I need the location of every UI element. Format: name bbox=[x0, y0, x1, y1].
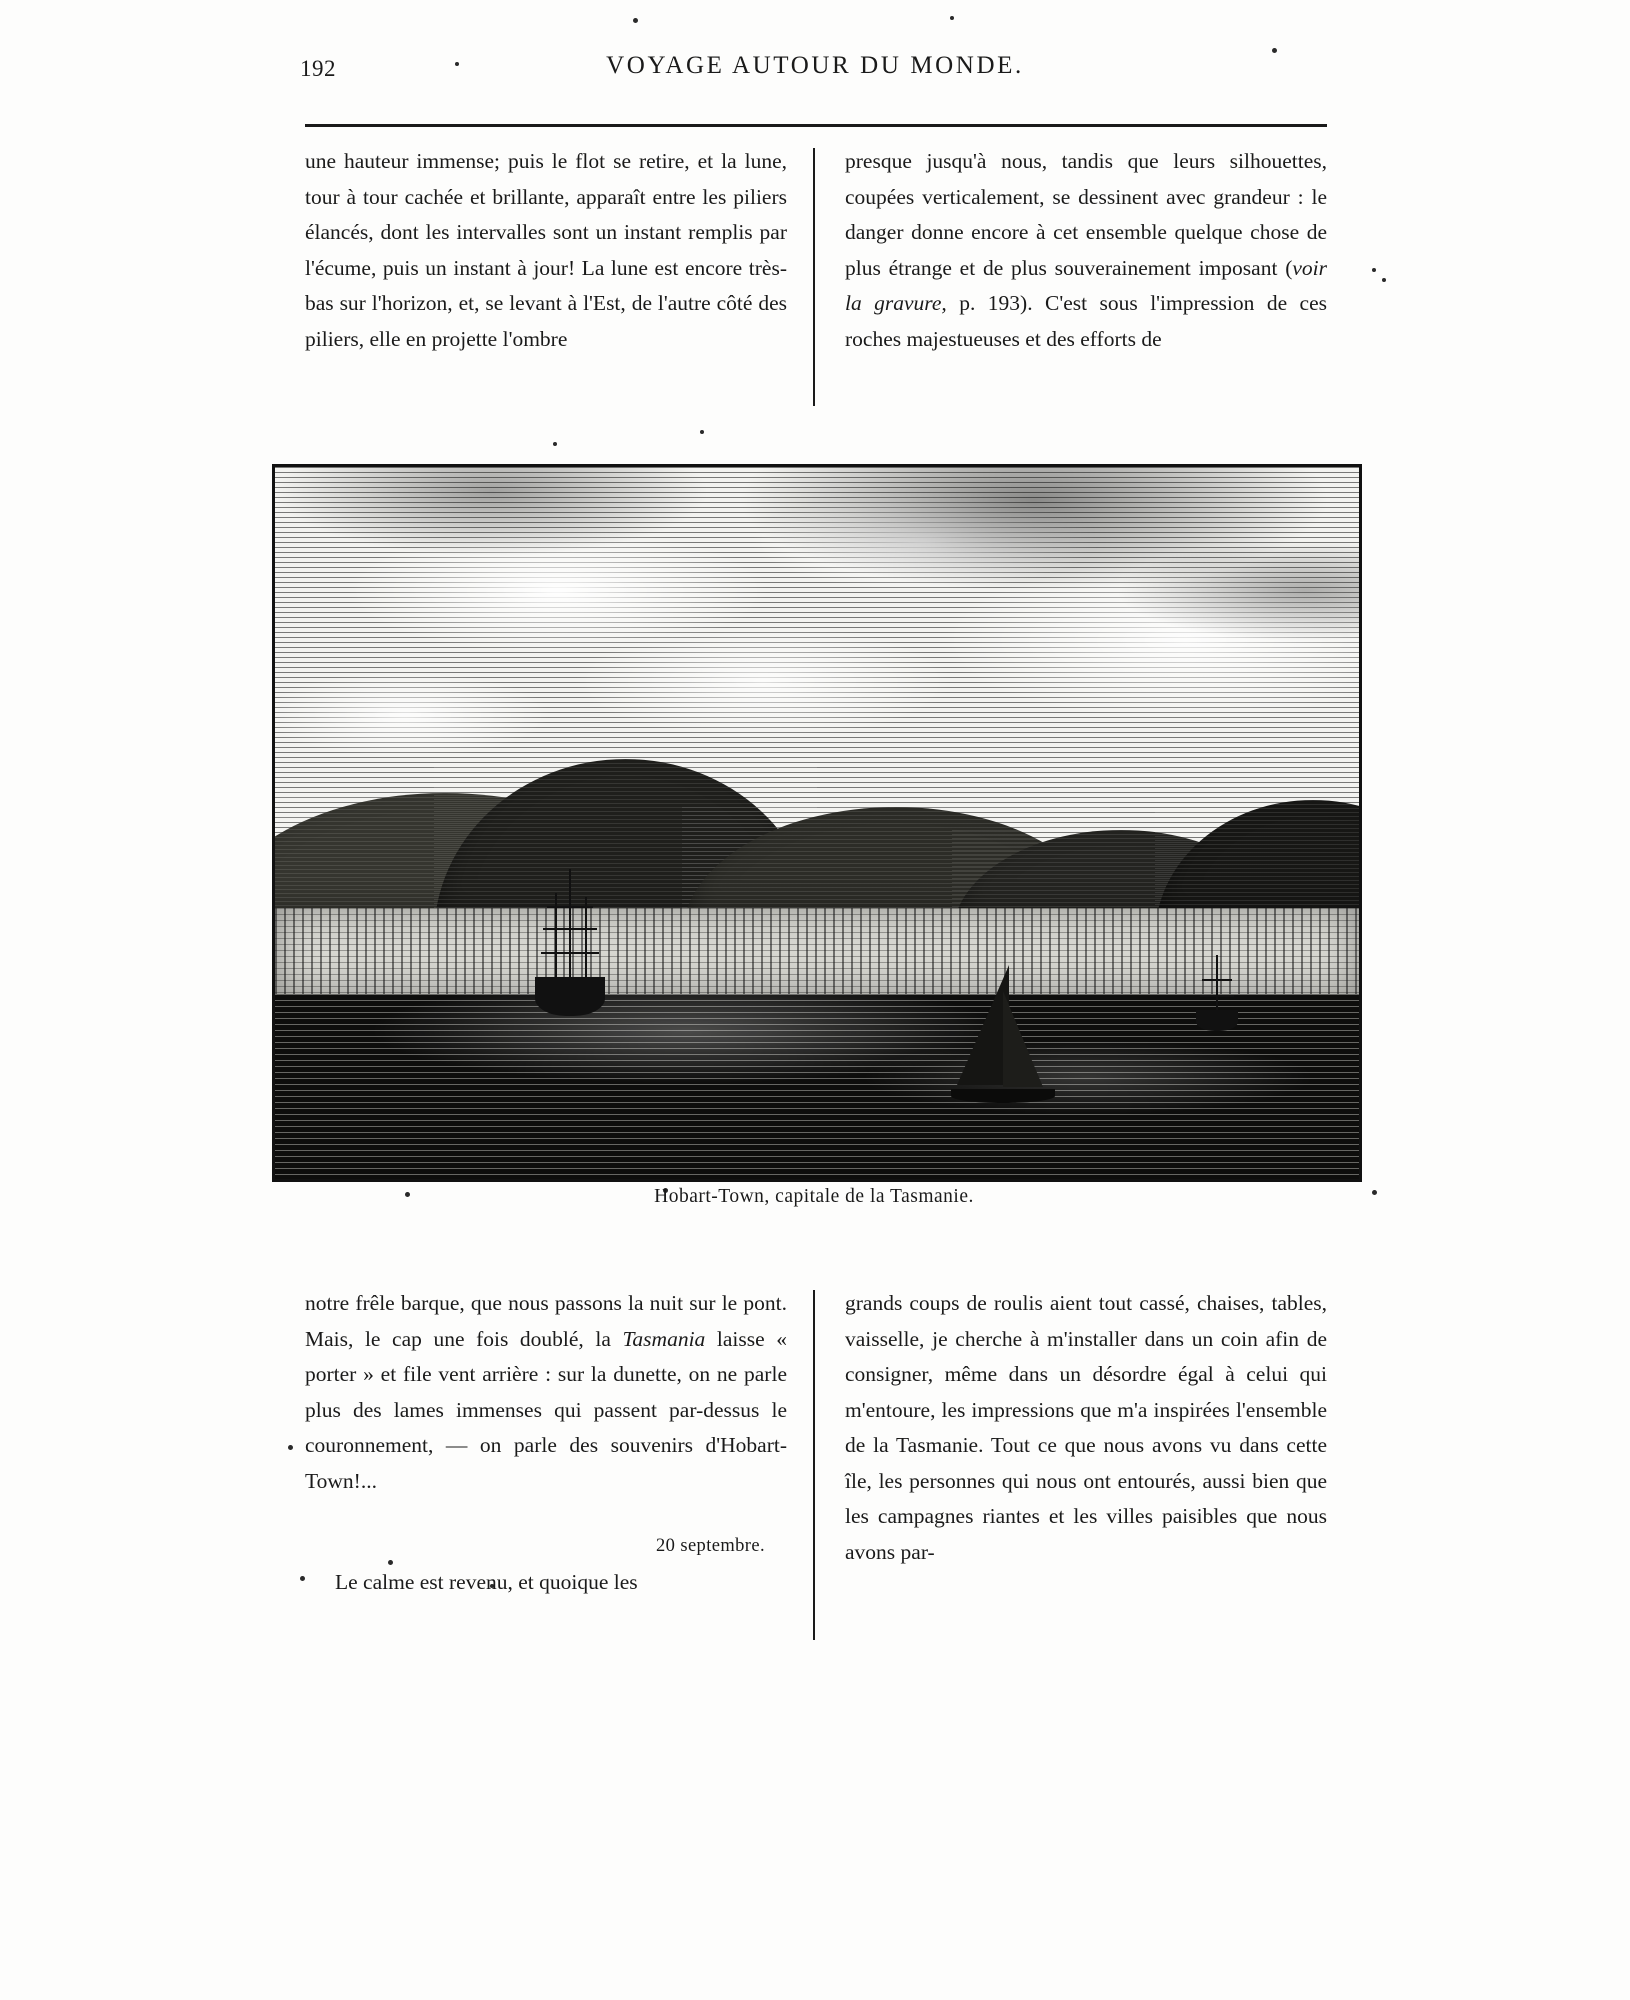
sailing-cutter bbox=[947, 965, 1057, 1105]
hull bbox=[1196, 1010, 1238, 1031]
column-divider bbox=[813, 148, 815, 406]
print-speck bbox=[1272, 48, 1277, 53]
paragraph bbox=[845, 144, 1327, 357]
paragraph: grands coups de roulis aient tout cassé, chaises, tables, vaisselle, je cherche à m'installer dans un coin afin de consigner, même dans un désordre égal à celui qui m'entoure, les impressions que m'a inspirées l'ensemble de la Tasmanie. Tout ce que nous avons vu dans cette île, les personnes qui nous ont entourés, aussi bien que les campagnes riantes et les villes paisibles que nous avons par- bbox=[845, 1291, 1327, 1564]
top-column-left bbox=[305, 144, 787, 357]
column-divider bbox=[813, 1290, 815, 1640]
mast bbox=[1216, 955, 1218, 1017]
yard bbox=[547, 906, 593, 908]
yard bbox=[1200, 995, 1234, 997]
bottom-column-left bbox=[305, 1286, 787, 1600]
yard bbox=[543, 928, 597, 930]
print-speck bbox=[1372, 268, 1376, 272]
jib-sail bbox=[1003, 991, 1043, 1087]
yard bbox=[541, 952, 599, 954]
text-run: notre frêle barque, que nous passons la nuit sur le pont. Mais, le cap une fois doublé, la bbox=[305, 1291, 787, 1351]
text-run: laisse « porter » et file vent arrière : sur la dunette, on ne parle plus des lames immenses qui passent par-dessus le couronnement, — on parle des souvenirs d'Hobart-Town!... bbox=[305, 1326, 787, 1493]
figure-caption: Hobart-Town, capitale de la Tasmanie. bbox=[654, 1186, 974, 1207]
ship-name: Tasmania bbox=[622, 1326, 706, 1351]
text-run: presque jusqu'à nous, tandis que leurs silhouettes, coupées verticalement, se dessinent avec grandeur : le danger donne encore à cet ensemble quelque chose de plus étrange et de plus souverainement imposant ( bbox=[845, 149, 1327, 280]
print-speck bbox=[950, 16, 954, 20]
hull bbox=[951, 1089, 1055, 1103]
bottom-column-right bbox=[845, 1286, 1327, 1570]
mainsail bbox=[957, 965, 1009, 1085]
yard bbox=[1202, 979, 1232, 981]
paragraph: une hauteur immense; puis le flot se retire, et la lune, tour à tour cachée et brillante, apparaît entre les piliers élancés, dont les intervalles sont un instant remplis par l'écume, puis un instant à jour! La lune est encore très-bas sur l'horizon, et, se levant à l'Est, de l'autre côté des piliers, elle en projette l'ombre bbox=[305, 149, 787, 351]
engraving-plate bbox=[272, 464, 1362, 1182]
paragraph bbox=[305, 1286, 787, 1499]
date-heading: 20 septembre. bbox=[656, 1536, 765, 1556]
figure-engraving bbox=[272, 464, 1356, 1207]
print-speck bbox=[633, 18, 638, 23]
sailing-ship bbox=[535, 866, 605, 1016]
mast bbox=[585, 897, 587, 989]
top-column-right bbox=[845, 144, 1327, 357]
paragraph: Le calme est revenu, et quoique les bbox=[335, 1569, 638, 1594]
sailing-ship-small bbox=[1196, 951, 1238, 1031]
print-speck bbox=[1382, 278, 1386, 282]
print-speck bbox=[700, 430, 704, 434]
print-speck bbox=[1372, 1190, 1377, 1195]
text-run: p. 193). C'est sous l'impression de ces roches majestueuses et des efforts de bbox=[845, 291, 1327, 351]
hull bbox=[535, 977, 605, 1016]
page-number: 192 bbox=[300, 56, 336, 81]
header-rule bbox=[305, 124, 1327, 127]
print-speck bbox=[455, 62, 459, 66]
running-head bbox=[300, 52, 1330, 86]
page-title: VOYAGE AUTOUR DU MONDE. bbox=[606, 52, 1024, 79]
print-speck bbox=[288, 1445, 293, 1450]
print-speck bbox=[553, 442, 557, 446]
italic-citation: voir la gravure, bbox=[845, 255, 1327, 315]
